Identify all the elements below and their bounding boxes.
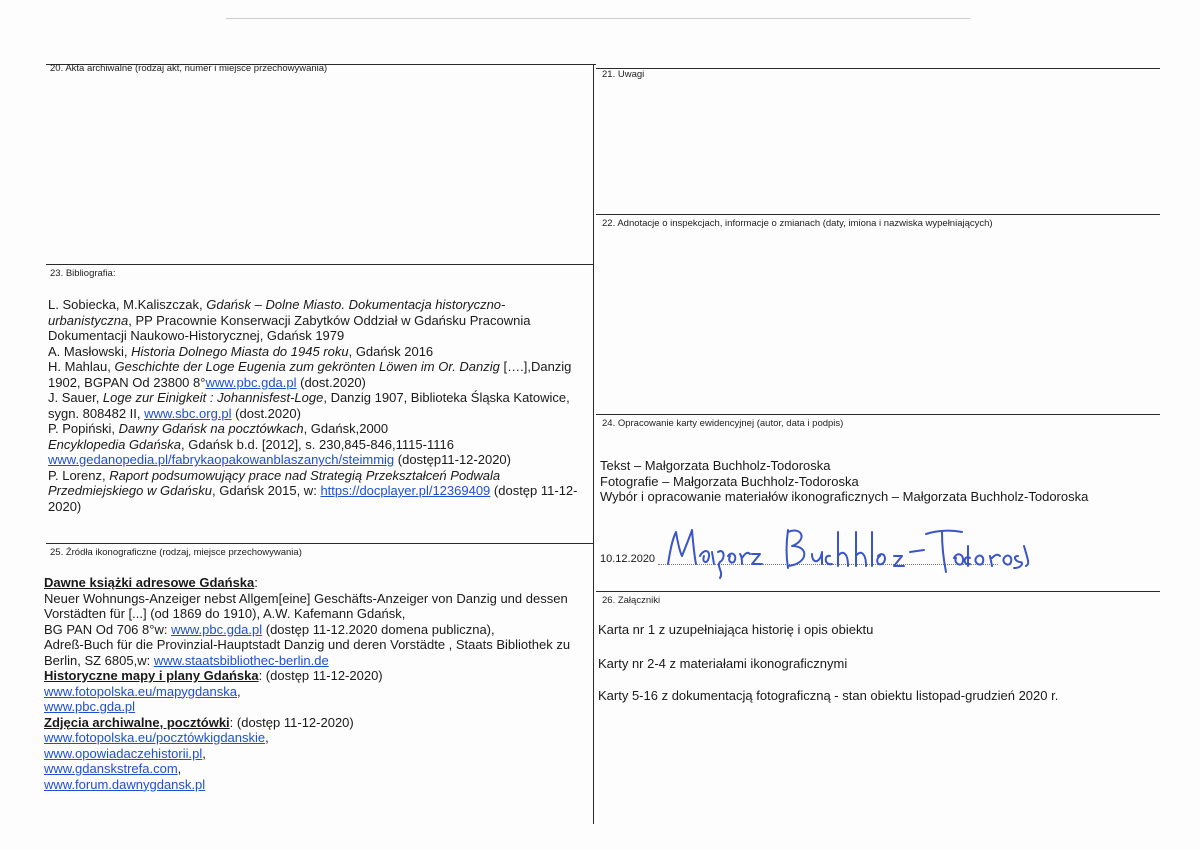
section-26-header: 26. Załączniki [602,595,661,606]
link-line: www.fotopolska.eu/mapygdanska, [44,683,241,699]
source-paragraph: Adreß-Buch für die Provinzial-Hauptstadt Danzig und deren Vorstädte , Staats Bibliothek zu Berlin, SZ 6805,w: www.staatsbibliothec-berlin.de [44,637,571,668]
iconographic-sources [44,575,582,792]
attachment-item: Karta nr 1 z uzupełniająca historię i opis obiektu [598,622,874,637]
bibliography-entry: J. Sauer, Loge zur Einigkeit : Johannisfest-Loge, Danzig 1907, Biblioteka Śląska Katowice, sygn. 808482 II, www.sbc.org.pl (dost.2020) [48,390,570,421]
sbc-link[interactable]: www.sbc.org.pl [144,405,232,421]
staatsbibliothek-link[interactable]: www.staatsbibliothec-berlin.de [153,652,329,668]
opowiadacze-link[interactable]: www.opowiadaczehistorii.pl [44,745,203,761]
author-text-line: Tekst – Małgorzata Buchholz-Todoroska [600,458,831,473]
attachment-item: Karty 5-16 z dokumentacją fotograficzną - stan obiektu listopad-grudzień 2020 r. [598,688,1059,703]
pbc-link[interactable]: www.pbc.gda.pl [171,621,263,637]
bibliography-list [48,297,578,514]
rule-22 [596,214,1160,215]
rule-23 [46,264,594,265]
subheading-historic-maps: Historyczne mapy i plany Gdańska: (dostęp 11-12-2020) [44,668,383,683]
attachment-item: Karty nr 2-4 z materiałami ikonograficznymi [598,656,848,671]
fotopolska-postcards-link[interactable]: www.fotopolska.eu/pocztówkigdanskie [44,730,266,745]
rule-25 [46,543,594,544]
rule-24 [596,414,1160,415]
rule-center-vertical [593,64,594,824]
source-paragraph: Neuer Wohnungs-Anzeiger nebst Allgem[eine] Geschäfts-Anzeiger von Danzig und dessen Vorstädten für [...] (od 1869 do 1910), A.W. Kafemann Gdańsk, [44,590,568,621]
link-line [44,777,582,793]
gdanskstrefa-link[interactable]: www.gdanskstrefa.com [44,761,178,776]
author-selection-line: Wybór i opracowanie materiałów ikonograficznych – Małgorzata Buchholz-Todoroska [600,489,1089,504]
dawnygdansk-forum-link[interactable]: www.forum.dawnygdansk.pl [44,776,206,792]
fotopolska-maps-link[interactable]: www.fotopolska.eu/mapygdanska [44,683,237,699]
section-20-header: 20. Akta archiwalne (rodzaj akt, numer i miejsce przechowywania) [50,63,328,74]
pbc-link[interactable]: www.pbc.gda.pl [205,374,297,390]
subheading-archival-photos: Zdjęcia archiwalne, pocztówki: (dostęp 11-12-2020) [44,714,354,730]
bibliography-entry: P. Lorenz, Raport podsumowujący prace nad Strategią Przekształceń Podwala Przedmiejskiego w Gdańsku, Gdańsk 2015, w: https://docplayer.pl/12369409 (dostęp 11-12-2020) [48,467,578,514]
scan-top-line [226,18,970,19]
link-line: www.fotopolska.eu/pocztówkigdanskie, [44,730,269,745]
source-paragraph: BG PAN Od 706 8°w: www.pbc.gda.pl (dostęp 11-12.2020 domena publiczna), [44,621,495,637]
bibliography-entry: P. Popiński, Dawny Gdańsk na pocztówkach, Gdańsk,2000 [48,421,389,436]
section-23-header: 23. Bibliografia: [50,268,116,279]
link-line [44,699,582,715]
section-25-header: 25. Źródła ikonograficzne (rodzaj, miejsce przechowywania) [50,547,302,558]
subheading-address-books: Dawne książki adresowe Gdańska: [44,575,258,590]
rule-26 [596,591,1160,592]
section-22-header: 22. Adnotacje o inspekcjach, informacje o zmianach (daty, imiona i nazwiska wypełniających) [602,218,993,229]
link-line: www.opowiadaczehistorii.pl, [44,745,206,761]
bibliography-entry: H. Mahlau, Geschichte der Loge Eugenia zum gekrönten Löwen im Or. Danzig [….],Danzig 1902, BGPAN Od 23800 8°www.pbc.gda.pl (dost.2020) [48,359,572,390]
author-photo-line: Fotografie – Małgorzata Buchholz-Todoroska [600,473,859,489]
signature [662,522,1032,587]
section-24-header: 24. Opracowanie karty ewidencyjnej (autor, data i podpis) [602,418,844,429]
link-line: www.gdanskstrefa.com, [44,761,182,776]
bibliography-entry: www.gedanopedia.pl/fabrykaopakowanblaszanych/steimmig (dostęp11-12-2020) [48,452,511,467]
gedanopedia-link[interactable]: www.gedanopedia.pl/fabrykaopakowanblaszanych/steimmig [48,452,395,467]
authorship-block [600,458,1160,505]
signature-date: 10.12.2020 [600,553,656,565]
bibliography-entry: A. Masłowski, Historia Dolnego Miasta do 1945 roku, Gdańsk 2016 [48,343,434,359]
section-21-header: 21. Uwagi [602,69,645,80]
pbc-link[interactable]: www.pbc.gda.pl [44,699,136,714]
bibliography-entry: Encyklopedia Gdańska, Gdańsk b.d. [2012], s. 230,845-846,1115-1116 [48,436,454,452]
docplayer-link[interactable]: https://docplayer.pl/12369409 [320,483,491,498]
bibliography-entry: L. Sobiecka, M.Kaliszczak, Gdańsk – Dolne Miasto. Dokumentacja historyczno-urbanistyczna, PP Pracownie Konserwacji Zabytków Oddział w Gdańsku Pracownia Dokumentacji Naukowo-Historycznej, Gdańsk 1979 [48,297,531,343]
rule-top-right [596,68,1160,69]
